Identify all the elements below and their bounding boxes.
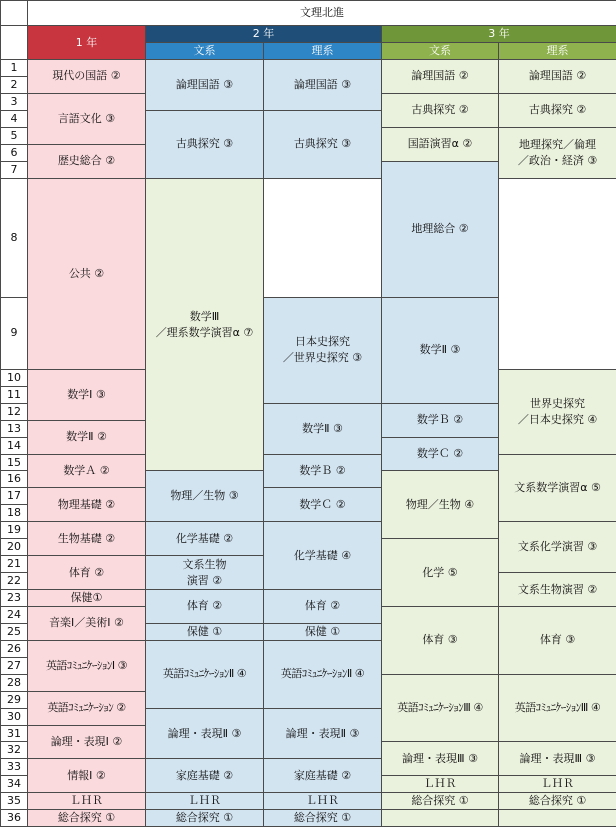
period-number: 7	[1, 161, 28, 178]
grade2-rikei-subject: 総合探究 ①	[264, 810, 382, 827]
subject-line-1: 文系生物	[148, 557, 261, 573]
grade2-bunkei-subject: 体育 ②	[146, 590, 264, 624]
grade1-subject: 論理・表現Ⅰ ②	[28, 725, 146, 759]
period-number: 16	[1, 471, 28, 488]
period-number: 11	[1, 386, 28, 403]
grade2-bunkei-subject	[146, 556, 264, 590]
grade2-rikei-subject: 論理・表現Ⅱ ③	[264, 708, 382, 759]
grade3-rikei-subject: 物理／生物 ④	[382, 471, 499, 539]
empty-cell	[382, 810, 499, 827]
grade2-rikei-subject: 古典探究 ③	[264, 110, 382, 178]
grade2-rikei-subject: 数学Ｂ ②	[382, 403, 499, 437]
grade3-bunkei-subject: 文系生物演習 ②	[499, 573, 616, 607]
grade1-subject: 現代の国語 ②	[28, 60, 146, 94]
period-number: 26	[1, 640, 28, 657]
period-number: 22	[1, 573, 28, 590]
period-number: 20	[1, 539, 28, 556]
period-number: 33	[1, 759, 28, 776]
grade2-rikei-header: 理系	[264, 43, 382, 60]
grade3-bunkei-subject: 英語ｺﾐｭﾆｹｰｼｮﾝⅢ ④	[382, 674, 499, 742]
grade2-bunkei-subject: 地理総合 ②	[382, 161, 499, 297]
subject-line-1: 世界史探究	[501, 396, 614, 412]
grade1-subject: 物理基礎 ②	[28, 488, 146, 522]
grade3-rikei-subject: 体育 ③	[499, 606, 616, 674]
grade1-subject: 数学Ａ ②	[28, 454, 146, 488]
period-number: 19	[1, 522, 28, 539]
grade1-header: 1 年	[28, 26, 146, 60]
subject-line-2: ／理系数学演習α ⑦	[148, 325, 261, 341]
subject-line-1: 日本史探究	[266, 334, 379, 350]
grade3-bunkei-subject: ＬＨＲ	[382, 776, 499, 793]
page-title: 文理北進	[28, 1, 616, 26]
period-number: 12	[1, 403, 28, 420]
grade2-header: 2 年	[146, 26, 382, 43]
period-number: 36	[1, 810, 28, 827]
grade1-subject: ＬＨＲ	[28, 793, 146, 810]
grade3-rikei-subject	[499, 127, 616, 178]
period-number: 5	[1, 127, 28, 144]
grade1-subject: 数学Ⅰ ③	[28, 369, 146, 420]
corner-cell	[1, 1, 28, 26]
grade3-bunkei-subject: 文系数学演習α ⑤	[499, 454, 616, 522]
period-number: 18	[1, 505, 28, 522]
period-number: 14	[1, 437, 28, 454]
grade3-rikei-subject: 化学 ⑤	[382, 539, 499, 607]
grade3-rikei-header: 理系	[499, 43, 616, 60]
period-number: 23	[1, 590, 28, 607]
period-number: 9	[1, 297, 28, 369]
period-number: 34	[1, 776, 28, 793]
grade3-bunkei-subject: 文系化学演習 ③	[499, 522, 616, 573]
empty-cell	[499, 810, 616, 827]
grade2-rikei-subject: 物理／生物 ③	[146, 471, 264, 522]
subject-line-1: 数学Ⅲ	[148, 309, 261, 325]
grade2-bunkei-subject: 保健 ①	[146, 623, 264, 640]
grade1-subject: 体育 ②	[28, 556, 146, 590]
period-number: 13	[1, 420, 28, 437]
grade3-bunkei-subject: 論理国語 ②	[382, 60, 499, 94]
grade2-bunkei-subject: 古典探究 ③	[146, 110, 264, 178]
grade3-bunkei-subject: 古典探究 ②	[382, 93, 499, 127]
grade2-bunkei-subject: 数学Ⅱ ③	[264, 403, 382, 454]
grade1-subject: 英語ｺﾐｭﾆｹｰｼｮﾝⅠ ③	[28, 640, 146, 691]
grade1-subject: 言語文化 ③	[28, 93, 146, 144]
grade3-rikei-subject: 論理国語 ②	[499, 60, 616, 94]
grade3-rikei-subject: 英語ｺﾐｭﾆｹｰｼｮﾝⅢ ④	[499, 674, 616, 742]
period-number: 35	[1, 793, 28, 810]
grade1-subject: 数学Ⅱ ②	[28, 420, 146, 454]
period-number: 32	[1, 742, 28, 759]
period-number: 17	[1, 488, 28, 505]
grade2-bunkei-subject: 数学Ｃ ②	[264, 488, 382, 522]
period-number: 25	[1, 623, 28, 640]
grade3-bunkei-subject: 論理・表現Ⅲ ③	[382, 742, 499, 776]
grade3-rikei-subject: 総合探究 ①	[499, 793, 616, 810]
subject-line-2: 演習 ②	[148, 573, 261, 589]
grade2-bunkei-subject: ＬＨＲ	[146, 793, 264, 810]
period-number: 28	[1, 674, 28, 691]
grade1-subject: 歴史総合 ②	[28, 144, 146, 178]
grade3-bunkei-subject: 国語演習α ②	[382, 127, 499, 161]
period-number: 21	[1, 556, 28, 573]
grade3-rikei-subject	[146, 178, 264, 471]
grade1-subject: 情報Ⅰ ②	[28, 759, 146, 793]
grade3-rikei-subject: 論理・表現Ⅲ ③	[499, 742, 616, 776]
period-number: 29	[1, 691, 28, 708]
grade3-bunkei-subject: 体育 ③	[382, 606, 499, 674]
subject-line-2: ／日本史探究 ④	[501, 412, 614, 428]
grade3-header: 3 年	[382, 26, 616, 43]
grade2-rikei-subject: 数学Ｃ ②	[382, 437, 499, 471]
grade2-bunkei-subject: 化学基礎 ②	[146, 522, 264, 556]
period-number: 4	[1, 110, 28, 127]
grade3-bunkei-subject: 総合探究 ①	[382, 793, 499, 810]
period-number: 15	[1, 454, 28, 471]
grade1-subject: 保健①	[28, 590, 146, 607]
period-number: 31	[1, 725, 28, 742]
grade2-bunkei-subject: 英語ｺﾐｭﾆｹｰｼｮﾝⅡ ④	[146, 640, 264, 708]
grade1-subject: 総合探究 ①	[28, 810, 146, 827]
grade1-subject: 生物基礎 ②	[28, 522, 146, 556]
grade2-rikei-subject: 英語ｺﾐｭﾆｹｰｼｮﾝⅡ ④	[264, 640, 382, 708]
grade1-subject: 公共 ②	[28, 178, 146, 369]
grade3-bunkei-header: 文系	[382, 43, 499, 60]
grade2-bunkei-subject: 論理国語 ③	[146, 60, 264, 111]
period-number: 24	[1, 606, 28, 623]
period-number: 10	[1, 369, 28, 386]
grade2-rikei-subject: 保健 ①	[264, 623, 382, 640]
grade2-bunkei-subject: 総合探究 ①	[146, 810, 264, 827]
subject-line-2: ／世界史探究 ③	[266, 350, 379, 366]
period-number: 8	[1, 178, 28, 297]
grade2-rikei-subject: 家庭基礎 ②	[264, 759, 382, 793]
period-number: 6	[1, 144, 28, 161]
period-number: 2	[1, 76, 28, 93]
grade3-rikei-subject: ＬＨＲ	[499, 776, 616, 793]
period-number: 27	[1, 657, 28, 674]
grade2-bunkei-subject: 家庭基礎 ②	[146, 759, 264, 793]
grade2-rikei-subject: 論理国語 ③	[264, 60, 382, 111]
grade2-rikei-subject: ＬＨＲ	[264, 793, 382, 810]
grade2-bunkei-header: 文系	[146, 43, 264, 60]
period-number: 1	[1, 60, 28, 77]
grade2-bunkei-subject	[264, 297, 382, 403]
grade3-rikei-subject: 古典探究 ②	[499, 93, 616, 127]
subject-line-1: 地理探究／倫理	[501, 137, 614, 153]
grade2-rikei-subject: 数学Ⅱ ③	[382, 297, 499, 403]
grade3-bunkei-subject	[499, 369, 616, 454]
period-number: 3	[1, 93, 28, 110]
grade2-rikei-subject: 化学基礎 ④	[264, 522, 382, 590]
grade1-subject: 音楽Ⅰ／美術Ⅰ ②	[28, 606, 146, 640]
grade1-subject: 英語ｺﾐｭﾆｹｰｼｮﾝ ②	[28, 691, 146, 725]
grade2-rikei-subject: 体育 ②	[264, 590, 382, 624]
grade2-bunkei-subject: 数学Ｂ ②	[264, 454, 382, 488]
period-number: 30	[1, 708, 28, 725]
grade2-bunkei-subject: 論理・表現Ⅱ ③	[146, 708, 264, 759]
subject-line-2: ／政治・経済 ③	[501, 153, 614, 169]
corner-cell	[1, 26, 28, 60]
